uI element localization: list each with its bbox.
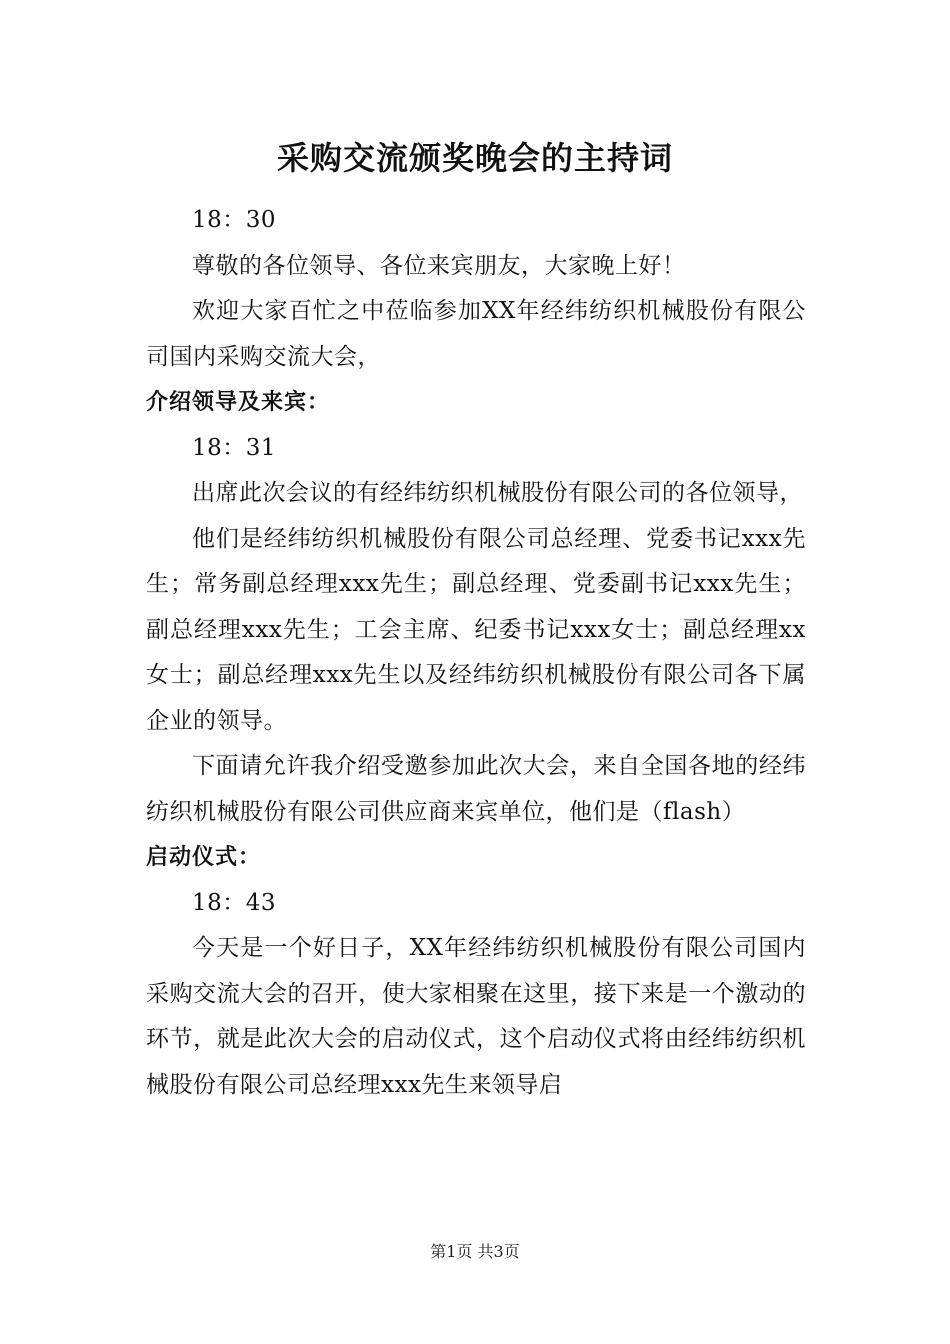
section-heading: 介绍领导及来宾： [146,390,331,415]
paragraph: 出席此次会议的有经纬纺织机械股份有限公司的各位领导， [192,480,803,506]
paragraph: 他们是经纬纺织机械股份有限公司总经理、党委书记xxx先生；常务副总经理xxx先生；副总经理、党委副书记xxx先生；副总经理xxx先生；工会主席、纪委书记xxx女士；副总经理xx女士；副总经理xxx先生以及经纬纺织机械股份有限公司各下属企业的领导。 [146,525,806,734]
time-stamp: 18：31 [192,434,277,461]
time-stamp: 18：43 [192,889,277,916]
time-stamp: 18：30 [192,207,277,233]
document-body [146,198,806,1108]
document-title: 采购交流颁奖晚会的主持词 [276,139,673,177]
paragraph: 尊敬的各位领导、各位来宾朋友，大家晚上好！ [192,252,686,279]
section-heading: 启动仪式： [146,845,262,870]
paragraph: 下面请允许我介绍受邀参加此次大会，来自全国各地的经纬纺织机械股份有限公司供应商来宾单位，他们是（flash） [146,753,806,825]
paragraph: 欢迎大家百忙之中莅临参加XX年经纬纺织机械股份有限公司国内采购交流大会， [146,298,806,370]
page-footer: 第1页 共3页 [430,1242,520,1261]
paragraph: 今天是一个好日子，XX年经纬纺织机械股份有限公司国内采购交流大会的召开，使大家相聚在这里，接下来是一个激动的环节，就是此次大会的启动仪式，这个启动仪式将由经纬纺织机械股份有限公司总经理xxx先生来领导启 [146,935,806,1098]
